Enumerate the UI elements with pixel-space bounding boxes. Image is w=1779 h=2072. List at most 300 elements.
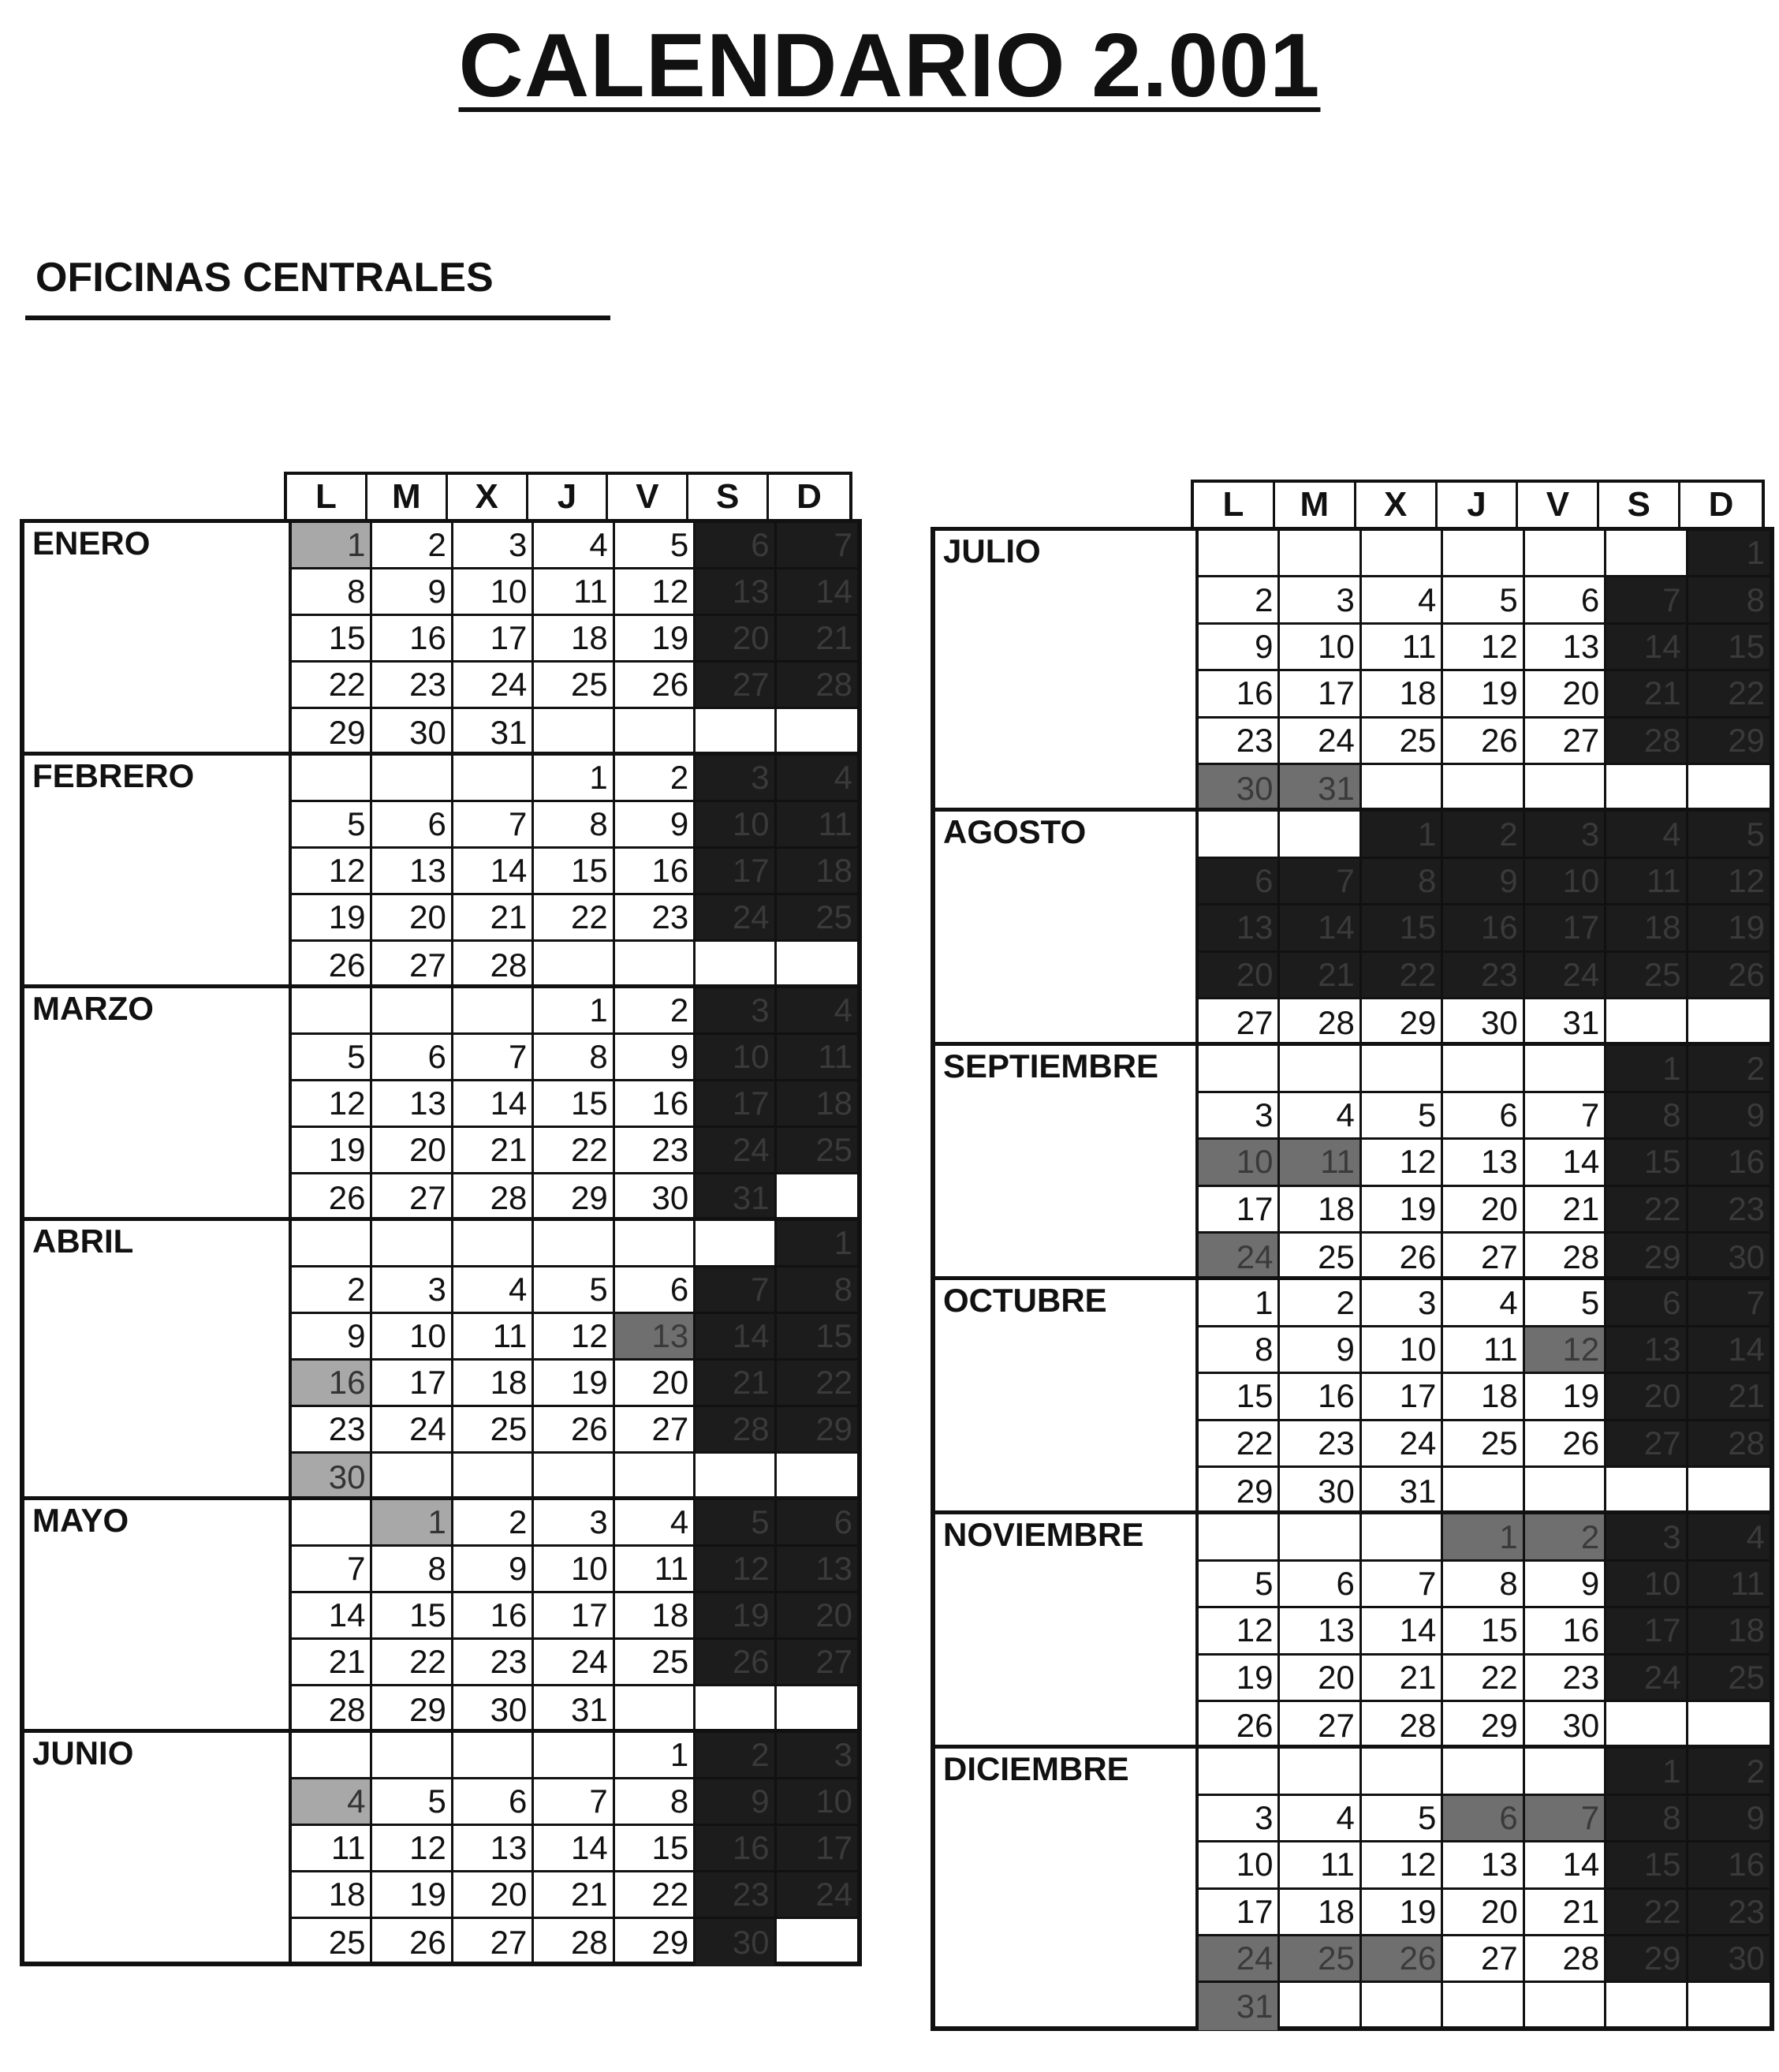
day-cell-holiday: 24 bbox=[1199, 1936, 1280, 1981]
day-cell: 22 bbox=[372, 1640, 453, 1684]
week-row bbox=[1199, 1187, 1770, 1234]
day-cell: 30 bbox=[453, 1686, 534, 1733]
day-cell-holiday: 4 bbox=[1688, 1514, 1770, 1559]
day-cell-holiday: 26 bbox=[696, 1640, 776, 1684]
page-title: CALENDARIO 2.001 bbox=[458, 16, 1321, 116]
day-cell-holiday: 14 bbox=[1280, 905, 1361, 950]
day-cell: 18 bbox=[1280, 1187, 1361, 1231]
weekday-header-cell: J bbox=[528, 475, 609, 519]
day-cell bbox=[777, 1919, 857, 1966]
day-cell: 8 bbox=[1199, 1327, 1280, 1372]
day-cell-holiday: 21 bbox=[1688, 1374, 1770, 1418]
section-title-underline bbox=[25, 315, 610, 320]
day-cell-holiday: 30 bbox=[696, 1919, 776, 1966]
day-cell-holiday: 24 bbox=[1606, 1656, 1688, 1700]
day-cell-holiday: 15 bbox=[777, 1314, 857, 1358]
day-cell-holiday: 27 bbox=[777, 1640, 857, 1684]
day-cell-holiday: 3 bbox=[1525, 812, 1606, 856]
day-cell: 15 bbox=[615, 1826, 696, 1870]
day-cell-holiday: 2 bbox=[1525, 1514, 1606, 1559]
day-cell: 28 bbox=[453, 942, 534, 988]
day-cell-holiday: 16 bbox=[1688, 1140, 1770, 1184]
week-row bbox=[292, 1826, 857, 1872]
day-cell: 9 bbox=[453, 1547, 534, 1591]
day-cell-holiday: 30 bbox=[1688, 1936, 1770, 1981]
day-cell: 7 bbox=[534, 1779, 614, 1824]
day-cell: 22 bbox=[534, 1128, 614, 1172]
month-day-grid bbox=[1195, 1046, 1770, 1280]
day-cell-holiday: 1 bbox=[777, 1221, 857, 1265]
day-cell: 12 bbox=[1362, 1842, 1443, 1887]
day-cell: 23 bbox=[453, 1640, 534, 1684]
day-cell: 20 bbox=[615, 1361, 696, 1405]
day-cell: 13 bbox=[1280, 1608, 1361, 1652]
section-title: OFICINAS CENTRALES bbox=[35, 255, 494, 301]
day-cell: 17 bbox=[1362, 1374, 1443, 1418]
day-cell-holiday: 8 bbox=[1362, 859, 1443, 903]
month-name: SEPTIEMBRE bbox=[943, 1047, 1159, 1085]
day-cell: 3 bbox=[1280, 577, 1361, 622]
day-cell-holiday: 2 bbox=[696, 1733, 776, 1777]
day-cell: 4 bbox=[1362, 577, 1443, 622]
day-cell bbox=[1199, 1046, 1280, 1090]
day-cell: 15 bbox=[1199, 1374, 1280, 1418]
weekday-header-cell: V bbox=[1518, 483, 1599, 527]
week-row bbox=[292, 1779, 857, 1826]
day-cell-holiday: 12 bbox=[1525, 1327, 1606, 1372]
day-cell: 27 bbox=[615, 1407, 696, 1451]
day-cell: 23 bbox=[615, 1128, 696, 1172]
day-cell-holiday: 13 bbox=[1606, 1327, 1688, 1372]
day-cell: 12 bbox=[534, 1314, 614, 1358]
day-cell: 20 bbox=[372, 1128, 453, 1172]
day-cell: 12 bbox=[292, 849, 372, 893]
day-cell-holiday: 16 bbox=[292, 1361, 372, 1405]
day-cell-holiday: 29 bbox=[1606, 1936, 1688, 1981]
week-row bbox=[1199, 812, 1770, 858]
day-cell: 30 bbox=[615, 1174, 696, 1221]
day-cell: 10 bbox=[453, 569, 534, 614]
day-cell bbox=[292, 988, 372, 1032]
day-cell: 8 bbox=[534, 802, 614, 846]
day-cell: 23 bbox=[372, 663, 453, 707]
month-block bbox=[24, 984, 857, 1217]
day-cell-holiday: 24 bbox=[1525, 953, 1606, 997]
week-row bbox=[1199, 1936, 1770, 1983]
day-cell-holiday: 17 bbox=[1525, 905, 1606, 950]
day-cell-holiday: 12 bbox=[696, 1547, 776, 1591]
week-row bbox=[1199, 1234, 1770, 1280]
month-name: MARZO bbox=[32, 990, 154, 1027]
day-cell-holiday: 1 bbox=[1362, 812, 1443, 856]
day-cell bbox=[534, 942, 614, 988]
day-cell: 25 bbox=[1443, 1421, 1524, 1465]
day-cell-holiday: 29 bbox=[777, 1407, 857, 1451]
day-cell-holiday: 28 bbox=[777, 663, 857, 707]
day-cell: 8 bbox=[292, 569, 372, 614]
weekday-header-cell: L bbox=[287, 475, 367, 519]
week-row bbox=[292, 1174, 857, 1221]
week-row bbox=[1199, 1562, 1770, 1608]
day-cell-holiday: 13 bbox=[615, 1314, 696, 1358]
day-cell: 9 bbox=[615, 802, 696, 846]
day-cell: 6 bbox=[372, 1035, 453, 1079]
day-cell: 5 bbox=[1443, 577, 1524, 622]
week-row bbox=[292, 1361, 857, 1407]
day-cell-holiday: 5 bbox=[1688, 812, 1770, 856]
day-cell-holiday: 11 bbox=[1606, 859, 1688, 903]
day-cell: 19 bbox=[1362, 1187, 1443, 1231]
day-cell: 7 bbox=[453, 802, 534, 846]
day-cell: 5 bbox=[372, 1779, 453, 1824]
day-cell-holiday: 10 bbox=[696, 1035, 776, 1079]
day-cell: 5 bbox=[534, 1267, 614, 1312]
month-day-grid bbox=[1195, 1280, 1770, 1514]
day-cell-holiday: 15 bbox=[1688, 625, 1770, 669]
day-cell: 19 bbox=[1443, 671, 1524, 715]
day-cell: 2 bbox=[453, 1500, 534, 1544]
month-day-grid bbox=[289, 1500, 857, 1733]
day-cell-holiday: 9 bbox=[1443, 859, 1524, 903]
month-name: NOVIEMBRE bbox=[943, 1516, 1144, 1554]
day-cell bbox=[1688, 1468, 1770, 1514]
week-row bbox=[292, 569, 857, 616]
day-cell-holiday: 1 bbox=[1606, 1046, 1688, 1090]
day-cell: 3 bbox=[453, 523, 534, 567]
day-cell: 7 bbox=[1525, 1093, 1606, 1137]
day-cell-holiday: 7 bbox=[1606, 577, 1688, 622]
week-row bbox=[1199, 1514, 1770, 1561]
day-cell-holiday: 29 bbox=[1688, 719, 1770, 763]
weekday-header-cell: M bbox=[367, 475, 448, 519]
day-cell bbox=[1280, 812, 1361, 856]
day-cell bbox=[453, 1221, 534, 1265]
day-cell-holiday: 8 bbox=[1606, 1796, 1688, 1840]
day-cell: 3 bbox=[1199, 1093, 1280, 1137]
day-cell: 10 bbox=[1199, 1842, 1280, 1887]
day-cell-holiday: 18 bbox=[777, 1081, 857, 1126]
day-cell-holiday: 10 bbox=[1606, 1562, 1688, 1606]
day-cell-holiday: 26 bbox=[1362, 1936, 1443, 1981]
day-cell-holiday: 29 bbox=[1606, 1234, 1688, 1280]
day-cell: 19 bbox=[1362, 1890, 1443, 1934]
month-day-grid bbox=[1195, 1749, 1770, 2029]
day-cell-holiday: 10 bbox=[1199, 1140, 1280, 1184]
day-cell-holiday: 22 bbox=[777, 1361, 857, 1405]
day-cell: 15 bbox=[534, 1081, 614, 1126]
day-cell: 14 bbox=[453, 1081, 534, 1126]
day-cell-holiday: 10 bbox=[696, 802, 776, 846]
week-row bbox=[1199, 905, 1770, 952]
week-row bbox=[1199, 1890, 1770, 1936]
day-cell: 31 bbox=[453, 709, 534, 756]
day-cell: 9 bbox=[1280, 1327, 1361, 1372]
day-cell-holiday: 16 bbox=[1443, 905, 1524, 950]
week-row bbox=[292, 756, 857, 802]
day-cell bbox=[1443, 531, 1524, 575]
day-cell: 1 bbox=[615, 1733, 696, 1777]
day-cell-holiday: 20 bbox=[696, 616, 776, 660]
week-row bbox=[1199, 1374, 1770, 1421]
day-cell: 2 bbox=[1199, 577, 1280, 622]
week-row bbox=[292, 1267, 857, 1314]
day-cell: 8 bbox=[615, 1779, 696, 1824]
day-cell: 5 bbox=[1362, 1093, 1443, 1137]
day-cell: 21 bbox=[453, 895, 534, 939]
weekday-header-cell: S bbox=[1599, 483, 1680, 527]
day-cell-holiday: 13 bbox=[696, 569, 776, 614]
day-cell-holiday: 1 bbox=[1606, 1749, 1688, 1793]
day-cell: 27 bbox=[372, 1174, 453, 1221]
day-cell: 11 bbox=[1362, 625, 1443, 669]
day-cell-holiday: 24 bbox=[696, 895, 776, 939]
day-cell-holiday: 16 bbox=[1688, 1842, 1770, 1887]
day-cell-holiday: 6 bbox=[1606, 1280, 1688, 1324]
day-cell: 22 bbox=[615, 1872, 696, 1917]
day-cell: 8 bbox=[1443, 1562, 1524, 1606]
day-cell-holiday: 17 bbox=[696, 849, 776, 893]
day-cell-holiday: 1 bbox=[1443, 1514, 1524, 1559]
day-cell bbox=[1199, 1514, 1280, 1559]
day-cell-holiday: 3 bbox=[777, 1733, 857, 1777]
month-block bbox=[935, 1510, 1770, 1745]
day-cell: 5 bbox=[615, 523, 696, 567]
day-cell: 19 bbox=[292, 1128, 372, 1172]
day-cell-holiday: 21 bbox=[777, 616, 857, 660]
day-cell: 10 bbox=[1280, 625, 1361, 669]
day-cell: 27 bbox=[1443, 1936, 1524, 1981]
week-row bbox=[292, 1640, 857, 1686]
day-cell bbox=[1525, 1468, 1606, 1514]
day-cell: 12 bbox=[1443, 625, 1524, 669]
day-cell-holiday: 13 bbox=[777, 1547, 857, 1591]
day-cell: 18 bbox=[292, 1872, 372, 1917]
day-cell bbox=[1362, 531, 1443, 575]
day-cell: 16 bbox=[1280, 1374, 1361, 1418]
day-cell: 5 bbox=[1362, 1796, 1443, 1840]
day-cell bbox=[1443, 1046, 1524, 1090]
day-cell bbox=[696, 709, 776, 756]
month-block bbox=[24, 752, 857, 984]
day-cell: 7 bbox=[292, 1547, 372, 1591]
day-cell: 9 bbox=[1525, 1562, 1606, 1606]
day-cell: 9 bbox=[292, 1314, 372, 1358]
day-cell: 28 bbox=[453, 1174, 534, 1221]
day-cell: 4 bbox=[534, 523, 614, 567]
week-row bbox=[1199, 1608, 1770, 1655]
day-cell: 17 bbox=[1280, 671, 1361, 715]
day-cell: 22 bbox=[534, 895, 614, 939]
day-cell: 20 bbox=[1525, 671, 1606, 715]
day-cell-holiday: 31 bbox=[1280, 765, 1361, 812]
day-cell-holiday: 25 bbox=[777, 1128, 857, 1172]
day-cell: 23 bbox=[1280, 1421, 1361, 1465]
day-cell bbox=[1525, 1046, 1606, 1090]
day-cell: 4 bbox=[1443, 1280, 1524, 1324]
day-cell: 2 bbox=[292, 1267, 372, 1312]
day-cell bbox=[292, 1221, 372, 1265]
day-cell: 16 bbox=[1525, 1608, 1606, 1652]
weekday-header-cell: J bbox=[1438, 483, 1519, 527]
day-cell: 30 bbox=[372, 709, 453, 756]
day-cell: 11 bbox=[292, 1826, 372, 1870]
day-cell: 22 bbox=[292, 663, 372, 707]
day-cell bbox=[1525, 1983, 1606, 2029]
month-block bbox=[935, 527, 1770, 808]
month-block bbox=[935, 1745, 1770, 2025]
day-cell: 23 bbox=[1525, 1656, 1606, 1700]
day-cell: 29 bbox=[615, 1919, 696, 1966]
day-cell: 2 bbox=[372, 523, 453, 567]
month-day-grid bbox=[1195, 531, 1770, 812]
day-cell: 15 bbox=[372, 1593, 453, 1637]
day-cell bbox=[696, 1454, 776, 1500]
day-cell bbox=[534, 1733, 614, 1777]
day-cell: 9 bbox=[372, 569, 453, 614]
day-cell bbox=[1606, 999, 1688, 1046]
day-cell-holiday: 23 bbox=[1688, 1187, 1770, 1231]
day-cell-holiday: 8 bbox=[1688, 577, 1770, 622]
month-block bbox=[935, 1042, 1770, 1276]
day-cell-holiday: 22 bbox=[1688, 671, 1770, 715]
day-cell: 24 bbox=[1362, 1421, 1443, 1465]
day-cell-holiday: 1 bbox=[372, 1500, 453, 1544]
day-cell: 27 bbox=[1280, 1702, 1361, 1749]
day-cell: 27 bbox=[372, 942, 453, 988]
day-cell: 14 bbox=[1362, 1608, 1443, 1652]
weekday-header-cell: V bbox=[608, 475, 688, 519]
day-cell: 16 bbox=[615, 849, 696, 893]
day-cell bbox=[1688, 1702, 1770, 1749]
day-cell bbox=[1525, 765, 1606, 812]
day-cell bbox=[696, 1221, 776, 1265]
month-name: JUNIO bbox=[32, 1734, 134, 1771]
week-row bbox=[292, 1500, 857, 1547]
day-cell: 12 bbox=[372, 1826, 453, 1870]
week-row bbox=[292, 1035, 857, 1081]
day-cell bbox=[372, 1221, 453, 1265]
week-row bbox=[292, 1919, 857, 1966]
day-cell: 25 bbox=[1280, 1234, 1361, 1280]
day-cell-holiday: 14 bbox=[696, 1314, 776, 1358]
day-cell-holiday: 1 bbox=[292, 523, 372, 567]
day-cell-holiday: 8 bbox=[1606, 1093, 1688, 1137]
day-cell bbox=[1199, 1749, 1280, 1793]
day-cell: 1 bbox=[534, 756, 614, 800]
day-cell-holiday: 22 bbox=[1606, 1187, 1688, 1231]
day-cell: 12 bbox=[1362, 1140, 1443, 1184]
day-cell bbox=[1688, 1983, 1770, 2029]
day-cell bbox=[453, 1733, 534, 1777]
day-cell: 19 bbox=[1525, 1374, 1606, 1418]
week-row bbox=[1199, 1656, 1770, 1702]
day-cell: 29 bbox=[1443, 1702, 1524, 1749]
day-cell-holiday: 31 bbox=[1199, 1983, 1280, 2029]
month-block bbox=[24, 1217, 857, 1496]
day-cell: 26 bbox=[534, 1407, 614, 1451]
day-cell: 13 bbox=[1525, 625, 1606, 669]
day-cell bbox=[1606, 1468, 1688, 1514]
day-cell: 11 bbox=[615, 1547, 696, 1591]
day-cell: 16 bbox=[1199, 671, 1280, 715]
day-cell-holiday: 14 bbox=[777, 569, 857, 614]
week-row bbox=[1199, 577, 1770, 624]
day-cell: 19 bbox=[292, 895, 372, 939]
day-cell bbox=[292, 1733, 372, 1777]
week-row bbox=[292, 1872, 857, 1919]
day-cell: 20 bbox=[372, 895, 453, 939]
month-day-grid bbox=[289, 523, 857, 756]
week-row bbox=[292, 1128, 857, 1174]
week-row bbox=[292, 988, 857, 1035]
day-cell: 27 bbox=[1443, 1234, 1524, 1280]
day-cell: 3 bbox=[1199, 1796, 1280, 1840]
day-cell-holiday: 13 bbox=[1199, 905, 1280, 950]
day-cell: 7 bbox=[453, 1035, 534, 1079]
day-cell: 16 bbox=[453, 1593, 534, 1637]
day-cell bbox=[1362, 1046, 1443, 1090]
day-cell-holiday: 11 bbox=[777, 802, 857, 846]
day-cell-holiday: 10 bbox=[1525, 859, 1606, 903]
day-cell: 19 bbox=[534, 1361, 614, 1405]
day-cell: 1 bbox=[534, 988, 614, 1032]
day-cell: 18 bbox=[534, 616, 614, 660]
month-day-grid bbox=[1195, 812, 1770, 1046]
week-row bbox=[292, 1407, 857, 1454]
day-cell: 19 bbox=[615, 616, 696, 660]
day-cell: 4 bbox=[1280, 1093, 1361, 1137]
day-cell: 14 bbox=[1525, 1842, 1606, 1887]
day-cell-holiday: 23 bbox=[696, 1872, 776, 1917]
day-cell bbox=[1362, 1983, 1443, 2029]
week-row bbox=[1199, 1046, 1770, 1092]
day-cell: 18 bbox=[615, 1593, 696, 1637]
day-cell bbox=[1362, 1514, 1443, 1559]
day-cell: 18 bbox=[1362, 671, 1443, 715]
week-row bbox=[1199, 1280, 1770, 1327]
day-cell-holiday: 16 bbox=[696, 1826, 776, 1870]
day-cell-holiday: 19 bbox=[1688, 905, 1770, 950]
day-cell-holiday: 14 bbox=[1688, 1327, 1770, 1372]
day-cell: 26 bbox=[1525, 1421, 1606, 1465]
day-cell: 18 bbox=[1443, 1374, 1524, 1418]
day-cell bbox=[1688, 999, 1770, 1046]
day-cell bbox=[1443, 1983, 1524, 2029]
day-cell bbox=[1280, 1749, 1361, 1793]
week-row bbox=[292, 616, 857, 663]
weekday-header-cell: X bbox=[1356, 483, 1438, 527]
day-cell: 17 bbox=[1199, 1890, 1280, 1934]
day-cell: 30 bbox=[1280, 1468, 1361, 1514]
week-row bbox=[292, 1454, 857, 1500]
day-cell: 5 bbox=[292, 1035, 372, 1079]
month-day-grid bbox=[289, 756, 857, 988]
day-cell-holiday: 11 bbox=[1688, 1562, 1770, 1606]
day-cell: 13 bbox=[1443, 1140, 1524, 1184]
day-cell-holiday: 30 bbox=[1199, 765, 1280, 812]
day-cell: 25 bbox=[1362, 719, 1443, 763]
day-cell: 10 bbox=[1362, 1327, 1443, 1372]
day-cell bbox=[372, 756, 453, 800]
day-cell: 26 bbox=[1199, 1702, 1280, 1749]
day-cell-holiday: 4 bbox=[292, 1779, 372, 1824]
day-cell: 2 bbox=[615, 756, 696, 800]
month-name: ABRIL bbox=[32, 1223, 134, 1260]
day-cell-holiday: 23 bbox=[1688, 1890, 1770, 1934]
week-row bbox=[292, 1547, 857, 1593]
day-cell: 15 bbox=[1443, 1608, 1524, 1652]
day-cell-holiday: 9 bbox=[1688, 1093, 1770, 1137]
